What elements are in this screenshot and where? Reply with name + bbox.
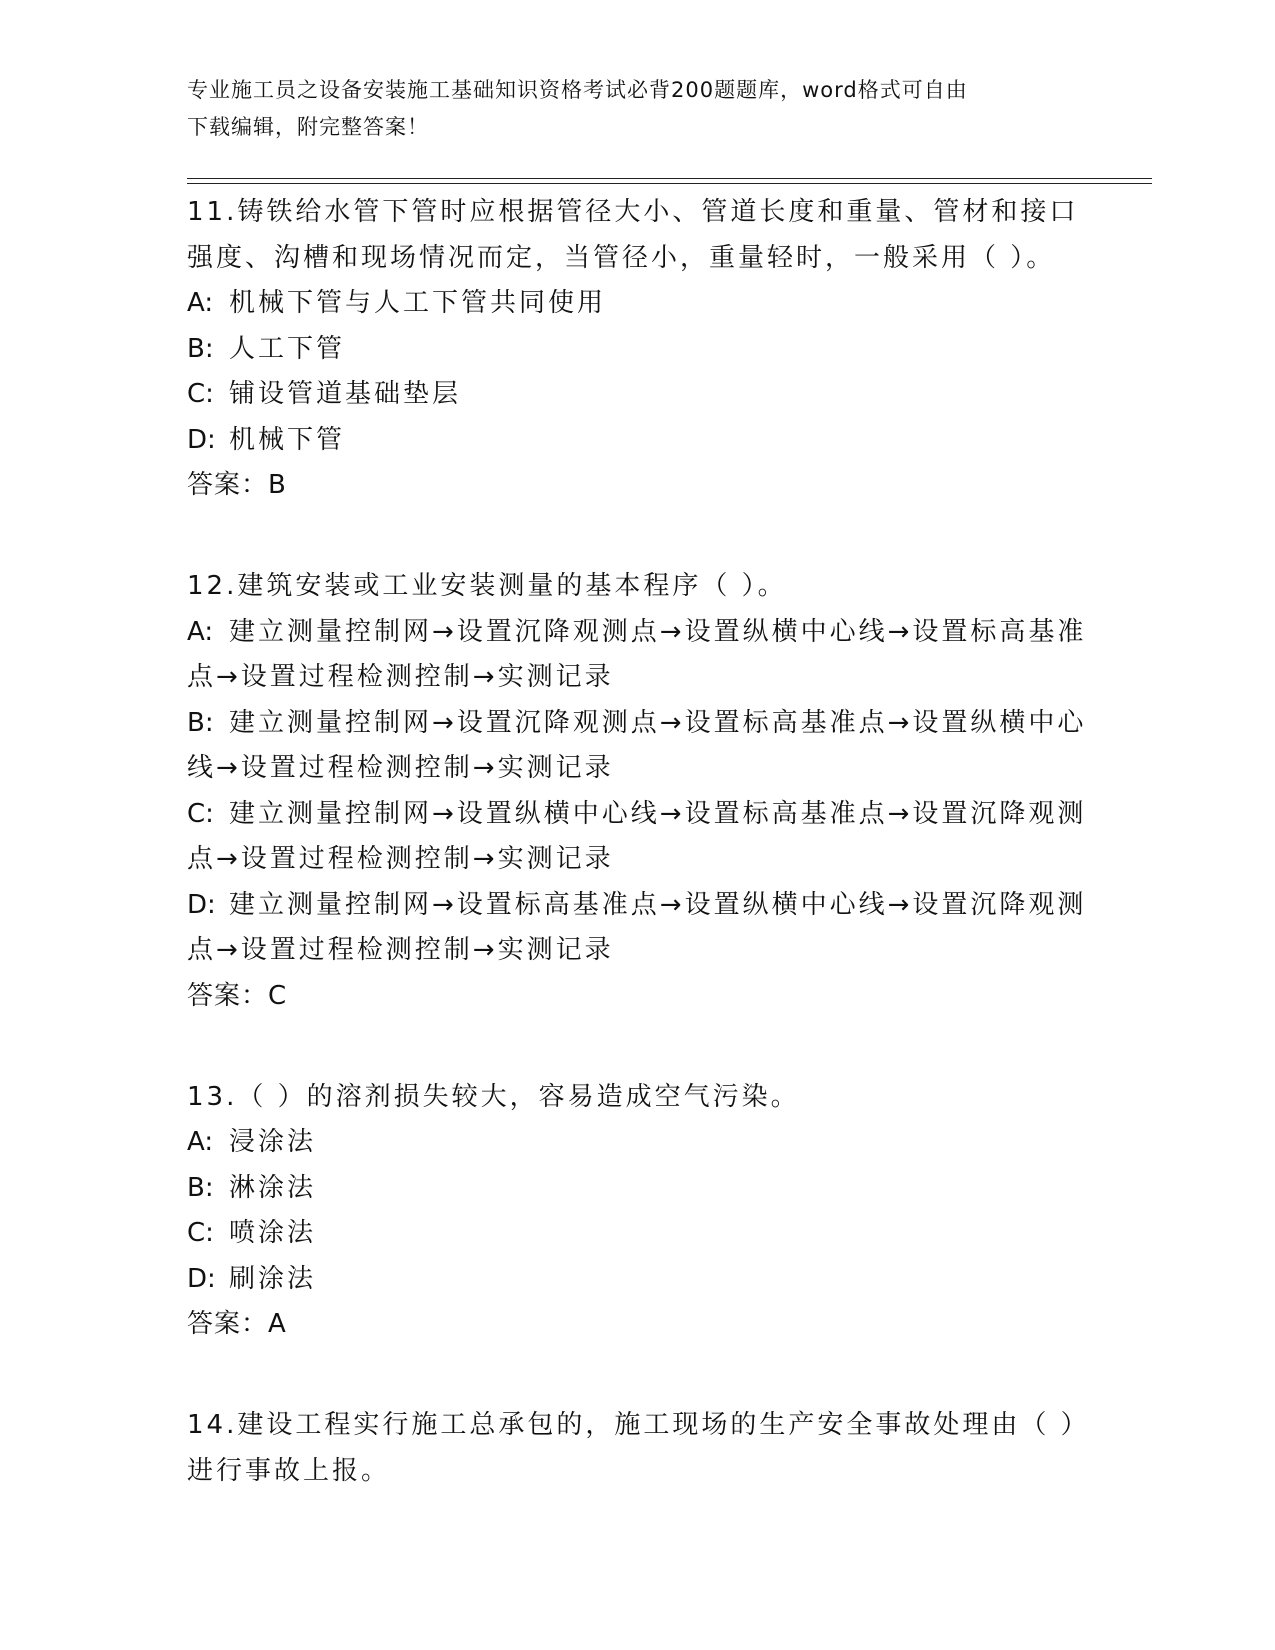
option-d: [187, 418, 1087, 464]
question-11: [187, 190, 1087, 508]
option-text: 建立测量控制网→设置沉降观测点→设置纵横中心线→设置标高基准点→设置过程检测控制→实测记录: [187, 616, 1087, 692]
answer-line: 答案：A: [187, 1309, 287, 1339]
option-letter: D:: [187, 424, 216, 455]
option-c: [187, 792, 1087, 883]
question-text: 12.建筑安装或工业安装测量的基本程序（ ）。: [187, 571, 787, 601]
option-b: [187, 701, 1087, 792]
question-text: 13.（ ）的溶剂损失较大，容易造成空气污染。: [187, 1081, 800, 1112]
header-divider-bottom: [187, 183, 1152, 184]
option-text: 建立测量控制网→设置标高基准点→设置纵横中心线→设置沉降观测点→设置过程检测控制→实测记录: [187, 889, 1087, 965]
option-text: 淋涂法: [229, 1172, 317, 1203]
option-b: [187, 327, 1087, 373]
option-b: [187, 1166, 1087, 1212]
option-text: 建立测量控制网→设置纵横中心线→设置标高基准点→设置沉降观测点→设置过程检测控制→实测记录: [187, 798, 1087, 874]
option-letter: C:: [187, 379, 214, 409]
header-line-1: 专业施工员之设备安装施工基础知识资格考试必背200题题库，word格式可自由: [187, 78, 968, 102]
document-header: [187, 72, 1067, 146]
option-letter: A:: [187, 288, 214, 318]
option-letter: B:: [187, 1172, 214, 1203]
option-letter: D:: [187, 889, 216, 920]
question-14: [187, 1403, 1087, 1494]
option-c: [187, 372, 1087, 418]
answer-line: 答案：B: [187, 470, 287, 500]
header-line-2: 下载编辑，附完整答案！: [187, 115, 429, 139]
option-text: 浸涂法: [229, 1127, 317, 1157]
option-text: 机械下管: [229, 424, 346, 455]
question-13: [187, 1075, 1087, 1348]
option-d: [187, 883, 1087, 974]
option-text: 铺设管道基础垫层: [229, 379, 462, 409]
option-text: 喷涂法: [229, 1218, 317, 1248]
option-text: 刷涂法: [229, 1263, 317, 1294]
answer-line: 答案：C: [187, 980, 288, 1011]
question-text: 14.建设工程实行施工总承包的，施工现场的生产安全事故处理由（ ）进行事故上报。: [187, 1410, 1077, 1486]
option-letter: C:: [187, 798, 214, 829]
option-letter: A:: [187, 616, 214, 647]
header-divider-top: [187, 178, 1152, 179]
option-text: 机械下管与人工下管共同使用: [229, 288, 607, 318]
question-list: [187, 190, 1087, 1550]
option-letter: A:: [187, 1127, 214, 1157]
option-a: [187, 610, 1087, 701]
option-text: 建立测量控制网→设置沉降观测点→设置标高基准点→设置纵横中心线→设置过程检测控制→实测记录: [187, 707, 1087, 783]
option-c: [187, 1211, 1087, 1257]
question-text: 11.铸铁给水管下管时应根据管径大小、管道长度和重量、管材和接口强度、沟槽和现场情况而定，当管径小，重量轻时，一般采用（ ）。: [187, 197, 1079, 273]
option-letter: B:: [187, 333, 214, 364]
option-text: 人工下管: [229, 333, 346, 364]
option-letter: B:: [187, 707, 214, 738]
option-d: [187, 1257, 1087, 1303]
option-letter: D:: [187, 1263, 216, 1294]
option-letter: C:: [187, 1218, 214, 1248]
question-12: [187, 564, 1087, 1019]
option-a: [187, 1120, 1087, 1166]
option-a: [187, 281, 1087, 327]
